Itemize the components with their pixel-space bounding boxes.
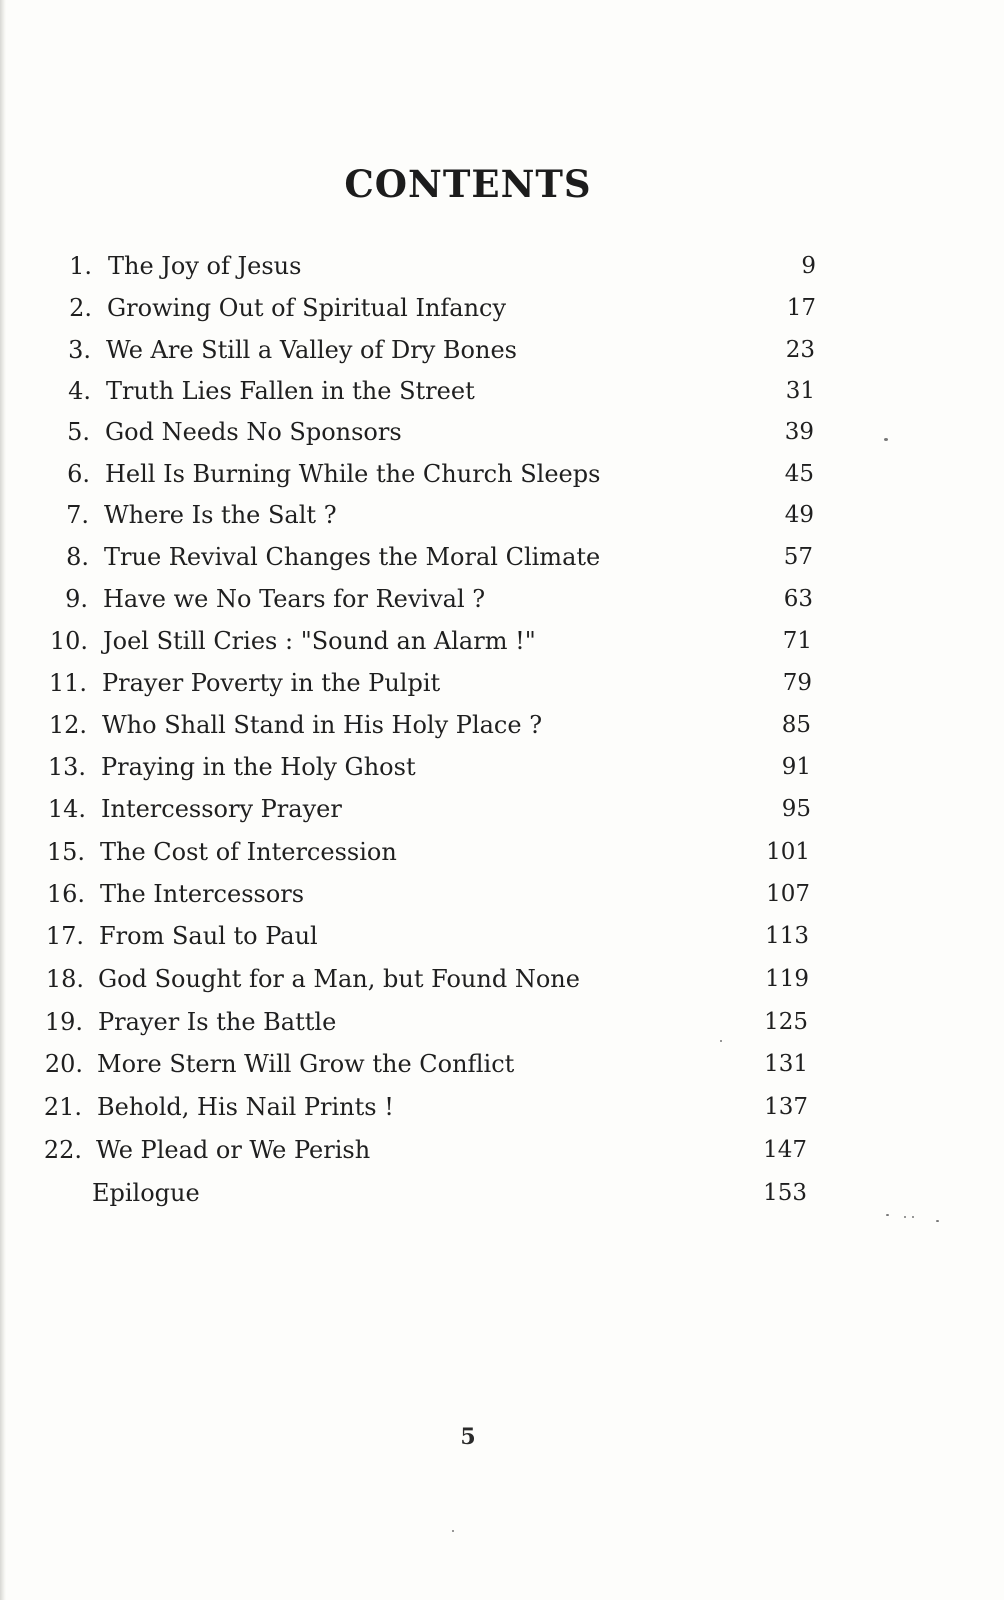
entry-page: 91 xyxy=(781,754,811,780)
entry-number: 10. xyxy=(49,627,88,655)
entry-title: Prayer Is the Battle xyxy=(98,1008,337,1036)
entry-number: 14. xyxy=(47,795,86,823)
toc-entry xyxy=(0,456,1004,492)
entry-title: God Sought for a Man, but Found None xyxy=(98,965,580,993)
entry-page: 23 xyxy=(785,337,815,363)
toc-entry xyxy=(0,1004,1004,1040)
entry-title: Prayer Poverty in the Pulpit xyxy=(102,669,441,697)
entry-title: Behold, His Nail Prints ! xyxy=(97,1093,394,1121)
entry-title: Where Is the Salt ? xyxy=(104,501,337,529)
entry-page: 153 xyxy=(763,1180,807,1206)
entry-page: 31 xyxy=(785,378,815,404)
toc-entry xyxy=(0,248,1004,284)
entry-number: 7. xyxy=(66,501,89,529)
entry-number: 5. xyxy=(67,418,90,446)
entry-title: True Revival Changes the Moral Climate xyxy=(104,543,601,571)
page-number: 5 xyxy=(460,1424,476,1450)
entry-page: 79 xyxy=(782,670,812,696)
toc-entry xyxy=(0,961,1004,997)
entry-title: The Joy of Jesus xyxy=(108,252,302,280)
toc-entry xyxy=(0,332,1004,368)
entry-page: 113 xyxy=(765,923,809,949)
entry-page: 49 xyxy=(784,502,814,528)
entry-number: 18. xyxy=(45,965,84,993)
entry-page: 95 xyxy=(781,796,811,822)
entry-title: Growing Out of Spiritual Infancy xyxy=(107,294,507,322)
entry-title: The Cost of Intercession xyxy=(100,838,397,866)
entry-page: 119 xyxy=(765,966,809,992)
entry-page: 85 xyxy=(781,712,811,738)
toc-entry xyxy=(0,1132,1004,1168)
entry-title: Have we No Tears for Revival ? xyxy=(103,585,486,613)
entry-page: 137 xyxy=(764,1094,808,1120)
entry-page: 9 xyxy=(801,253,816,279)
entry-page: 39 xyxy=(784,419,814,445)
entry-title: Joel Still Cries : "Sound an Alarm !" xyxy=(103,627,536,655)
entry-number: 12. xyxy=(48,711,87,739)
toc-entry xyxy=(0,623,1004,659)
entry-number: 13. xyxy=(47,753,86,781)
toc-entry xyxy=(0,373,1004,409)
toc-entry xyxy=(0,918,1004,954)
entry-number: 15. xyxy=(46,838,85,866)
entry-page: 63 xyxy=(783,586,813,612)
entry-number: 6. xyxy=(67,460,90,488)
entry-number: 9. xyxy=(65,585,88,613)
toc-entry xyxy=(0,791,1004,827)
entry-page: 45 xyxy=(784,461,814,487)
toc-entry xyxy=(0,707,1004,743)
ink-speck xyxy=(904,1216,906,1218)
entry-title: God Needs No Sponsors xyxy=(105,418,402,446)
entry-title: More Stern Will Grow the Conflict xyxy=(97,1050,515,1078)
entry-number: 16. xyxy=(46,880,85,908)
toc-entry xyxy=(0,497,1004,533)
toc-entry xyxy=(0,539,1004,575)
ink-speck xyxy=(720,1040,722,1042)
entry-title: Epilogue xyxy=(92,1179,200,1207)
entry-number: 19. xyxy=(44,1008,83,1036)
ink-speck xyxy=(912,1216,914,1218)
toc-entry xyxy=(0,1175,1004,1211)
toc-entry xyxy=(0,749,1004,785)
entry-title: Intercessory Prayer xyxy=(101,795,342,823)
ink-speck xyxy=(936,1220,939,1222)
entry-title: Who Shall Stand in His Holy Place ? xyxy=(102,711,543,739)
toc-entry xyxy=(0,665,1004,701)
toc-entry xyxy=(0,290,1004,326)
ink-speck xyxy=(884,438,888,441)
entry-title: We Are Still a Valley of Dry Bones xyxy=(106,336,517,364)
toc-entry xyxy=(0,834,1004,870)
entry-page: 125 xyxy=(764,1009,808,1035)
entry-number: 22. xyxy=(43,1136,82,1164)
entry-page: 71 xyxy=(782,628,812,654)
entry-title: Truth Lies Fallen in the Street xyxy=(106,377,475,405)
entry-title: Praying in the Holy Ghost xyxy=(101,753,416,781)
entry-number: 11. xyxy=(48,669,87,697)
entry-number: 21. xyxy=(43,1093,82,1121)
entry-number: 3. xyxy=(68,336,91,364)
contents-heading: CONTENTS xyxy=(344,162,592,206)
entry-page: 131 xyxy=(764,1051,808,1077)
toc-entry xyxy=(0,581,1004,617)
toc-entry xyxy=(0,414,1004,450)
entry-page: 101 xyxy=(766,839,810,865)
toc-entry xyxy=(0,876,1004,912)
entry-number: 8. xyxy=(66,543,89,571)
ink-speck xyxy=(452,1530,454,1532)
entry-title: We Plead or We Perish xyxy=(96,1136,371,1164)
entry-number: 20. xyxy=(44,1050,83,1078)
toc-entry xyxy=(0,1089,1004,1125)
entry-page: 57 xyxy=(783,544,813,570)
entry-number: 1. xyxy=(69,252,92,280)
entry-title: From Saul to Paul xyxy=(99,922,318,950)
entry-page: 147 xyxy=(763,1137,807,1163)
ink-speck xyxy=(886,1214,889,1216)
toc-entry xyxy=(0,1046,1004,1082)
entry-page: 107 xyxy=(766,881,810,907)
entry-number: 17. xyxy=(45,922,84,950)
entry-title: The Intercessors xyxy=(100,880,305,908)
entry-title: Hell Is Burning While the Church Sleeps xyxy=(105,460,601,488)
entry-number: 2. xyxy=(69,294,92,322)
entry-number: 4. xyxy=(68,377,91,405)
entry-page: 17 xyxy=(786,295,816,321)
